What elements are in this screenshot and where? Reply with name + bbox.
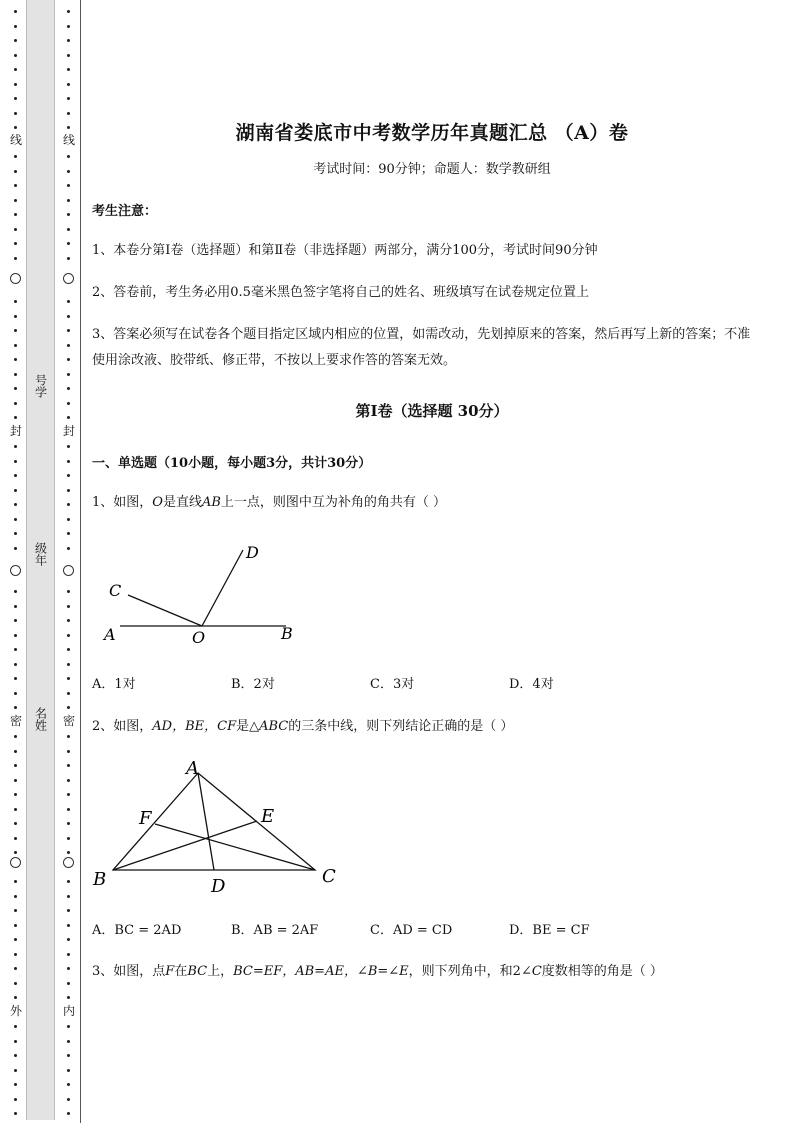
binding-dot bbox=[67, 1112, 70, 1115]
q2-option-d[interactable]: D．BE = CF bbox=[509, 923, 590, 938]
binding-dot bbox=[14, 837, 17, 840]
binding-dot bbox=[14, 750, 17, 753]
binding-dot bbox=[67, 402, 70, 405]
binding-dot bbox=[14, 619, 17, 622]
binding-dot bbox=[14, 590, 17, 593]
binding-dot bbox=[67, 315, 70, 318]
binding-dot bbox=[67, 10, 70, 13]
binding-dot bbox=[67, 822, 70, 825]
binding-dot bbox=[14, 445, 17, 448]
binding-dot bbox=[67, 170, 70, 173]
part-heading: 一、单选题（10小题，每小题3分，共计30分） bbox=[92, 456, 372, 471]
notes-heading: 考生注意： bbox=[92, 204, 158, 219]
binding-dot bbox=[14, 387, 17, 390]
binding-marker: 线 bbox=[62, 133, 75, 147]
ray-oc bbox=[128, 595, 202, 626]
binding-dot bbox=[14, 489, 17, 492]
binding-dot bbox=[14, 199, 17, 202]
binding-dot bbox=[67, 967, 70, 970]
binding-dot bbox=[67, 373, 70, 376]
binding-dot bbox=[14, 982, 17, 985]
binding-circle bbox=[10, 857, 21, 868]
binding-dot bbox=[14, 547, 17, 550]
binding-dot bbox=[14, 648, 17, 651]
binding-circle bbox=[63, 857, 74, 868]
binding-dot bbox=[14, 155, 17, 158]
binding-dot bbox=[67, 808, 70, 811]
binding-circle bbox=[10, 565, 21, 576]
binding-dot bbox=[14, 315, 17, 318]
binding-dot bbox=[14, 895, 17, 898]
q2-text: 2、如图， bbox=[92, 719, 153, 734]
binding-dot bbox=[14, 663, 17, 666]
q1-point: O bbox=[152, 495, 163, 510]
label-b: B bbox=[281, 624, 293, 643]
binding-dot bbox=[67, 460, 70, 463]
binding-dot bbox=[14, 184, 17, 187]
inner-dotted-column bbox=[62, 0, 76, 1123]
binding-dot bbox=[67, 213, 70, 216]
binding-dot bbox=[67, 851, 70, 854]
binding-dot bbox=[67, 1083, 70, 1086]
outer-dotted-column bbox=[9, 0, 23, 1123]
binding-dot bbox=[67, 590, 70, 593]
binding-marker: 内 bbox=[62, 1004, 75, 1018]
q1-text: 1、如图， bbox=[92, 495, 153, 510]
binding-dot bbox=[14, 83, 17, 86]
binding-dot bbox=[14, 503, 17, 506]
binding-dot bbox=[14, 300, 17, 303]
binding-dot bbox=[67, 83, 70, 86]
binding-dot bbox=[14, 634, 17, 637]
binding-dot bbox=[67, 1054, 70, 1057]
label-c: C bbox=[322, 866, 336, 887]
note-3: 3、答案必须写在试卷各个题目指定区域内相应的位置，如需改动，先划掉原来的答案，然后再写上新的答案；不准使用涂改液、胶带纸、修正带，不按以上要求作答的答案无效。 bbox=[92, 327, 751, 368]
exam-subtitle: 考试时间：90分钟；命题人：数学教研组 bbox=[313, 162, 551, 177]
binding-dot bbox=[14, 1054, 17, 1057]
binding-dot bbox=[67, 1040, 70, 1043]
q2-triangle: ABC bbox=[259, 719, 289, 734]
binding-dot bbox=[14, 706, 17, 709]
binding-dot bbox=[14, 373, 17, 376]
section-title: 第I卷（选择题 30分） bbox=[355, 402, 509, 420]
field-name bbox=[26, 707, 55, 731]
binding-dot bbox=[67, 416, 70, 419]
q2-text: 是△ bbox=[236, 719, 260, 734]
binding-marker: 密 bbox=[9, 714, 22, 728]
binding-circle bbox=[63, 273, 74, 284]
binding-dot bbox=[67, 924, 70, 927]
binding-dot bbox=[67, 706, 70, 709]
label-f: F bbox=[139, 808, 152, 829]
binding-marker: 外 bbox=[9, 1004, 22, 1018]
q1-option-c[interactable]: C．3对 bbox=[370, 677, 415, 692]
q3-text: ，则下列角中，和2∠ bbox=[408, 964, 532, 979]
binding-dot bbox=[14, 170, 17, 173]
binding-dot bbox=[14, 996, 17, 999]
binding-marker: 密 bbox=[62, 714, 75, 728]
binding-dot bbox=[67, 474, 70, 477]
binding-dot bbox=[14, 402, 17, 405]
binding-marker: 封 bbox=[9, 424, 22, 438]
binding-dot bbox=[14, 126, 17, 129]
binding-dot bbox=[67, 257, 70, 260]
label-d: D bbox=[246, 543, 259, 562]
q2-option-c[interactable]: C．AD = CD bbox=[370, 923, 453, 938]
binding-dot bbox=[14, 68, 17, 71]
exam-title: 湖南省娄底市中考数学历年真题汇总 （A）卷 bbox=[235, 122, 629, 144]
binding-dot bbox=[67, 779, 70, 782]
question-1 bbox=[92, 494, 772, 512]
binding-dot bbox=[14, 953, 17, 956]
binding-dot bbox=[67, 880, 70, 883]
binding-dot bbox=[14, 1112, 17, 1115]
binding-dot bbox=[67, 750, 70, 753]
field-label: 级年 bbox=[33, 542, 48, 566]
label-a: A bbox=[186, 758, 199, 779]
field-student-number bbox=[26, 374, 55, 398]
q1-option-a[interactable]: A．1对 bbox=[92, 677, 136, 692]
q1-options bbox=[92, 676, 772, 694]
field-grade bbox=[26, 542, 55, 566]
q3-text: 上， bbox=[207, 964, 234, 979]
binding-dot bbox=[67, 39, 70, 42]
question-3 bbox=[92, 963, 772, 981]
margin-divider bbox=[80, 0, 81, 1123]
binding-dot bbox=[67, 228, 70, 231]
binding-dot bbox=[14, 1098, 17, 1101]
binding-dot bbox=[67, 300, 70, 303]
binding-dot bbox=[67, 996, 70, 999]
q2-options bbox=[92, 922, 772, 940]
binding-marker: 封 bbox=[62, 424, 75, 438]
binding-dot bbox=[14, 213, 17, 216]
binding-dot bbox=[67, 764, 70, 767]
binding-dot bbox=[14, 460, 17, 463]
binding-marker: 线 bbox=[9, 133, 22, 147]
binding-dot bbox=[67, 54, 70, 57]
binding-dot bbox=[67, 358, 70, 361]
binding-dot bbox=[14, 938, 17, 941]
binding-dot bbox=[67, 909, 70, 912]
binding-dot bbox=[67, 445, 70, 448]
binding-dot bbox=[67, 126, 70, 129]
label-o: O bbox=[192, 628, 206, 647]
binding-dot bbox=[67, 634, 70, 637]
binding-dot bbox=[14, 1069, 17, 1072]
q1-text: 上一点，则图中互为补角的角共有（ ） bbox=[220, 495, 447, 510]
binding-dot bbox=[14, 532, 17, 535]
binding-dot bbox=[14, 851, 17, 854]
label-d: D bbox=[211, 876, 226, 897]
binding-dot bbox=[14, 1040, 17, 1043]
binding-dot bbox=[67, 547, 70, 550]
label-a: A bbox=[104, 625, 116, 644]
binding-dot bbox=[67, 344, 70, 347]
q3-text: 3、如图，点 bbox=[92, 964, 166, 979]
binding-margin bbox=[0, 0, 82, 1123]
binding-dot bbox=[67, 329, 70, 332]
binding-dot bbox=[14, 39, 17, 42]
binding-dot bbox=[14, 474, 17, 477]
binding-dot bbox=[14, 518, 17, 521]
binding-dot bbox=[67, 1069, 70, 1072]
binding-dot bbox=[14, 242, 17, 245]
q1-option-d[interactable]: D．4对 bbox=[509, 677, 554, 692]
binding-dot bbox=[14, 764, 17, 767]
binding-dot bbox=[67, 387, 70, 390]
note-2: 2、答卷前，考生务必用0.5毫米黑色签字笔将自己的姓名、班级填写在试卷规定位置上 bbox=[92, 285, 589, 300]
q2-figure bbox=[90, 758, 350, 898]
label-c: C bbox=[109, 581, 122, 600]
binding-dot bbox=[67, 518, 70, 521]
binding-dot bbox=[14, 822, 17, 825]
field-label: 号学 bbox=[33, 374, 48, 398]
binding-dot bbox=[67, 1025, 70, 1028]
binding-dot bbox=[67, 938, 70, 941]
q3-point: F bbox=[165, 964, 175, 979]
binding-dot bbox=[67, 199, 70, 202]
binding-dot bbox=[67, 953, 70, 956]
binding-dot bbox=[14, 808, 17, 811]
binding-dot bbox=[67, 605, 70, 608]
binding-dot bbox=[14, 677, 17, 680]
binding-dot bbox=[67, 68, 70, 71]
binding-dot bbox=[67, 837, 70, 840]
binding-dot bbox=[14, 329, 17, 332]
q2-option-b[interactable]: B．AB = 2AF bbox=[231, 923, 319, 938]
q2-option-a[interactable]: A．BC = 2AD bbox=[92, 923, 182, 938]
binding-dot bbox=[67, 982, 70, 985]
q2-text: 的三条中线，则下列结论正确的是（ ） bbox=[288, 719, 514, 734]
binding-dot bbox=[67, 489, 70, 492]
binding-dot bbox=[14, 967, 17, 970]
q1-text: 是直线 bbox=[162, 495, 202, 510]
binding-dot bbox=[14, 909, 17, 912]
binding-dot bbox=[14, 25, 17, 28]
q1-line: AB bbox=[201, 495, 221, 510]
q3-conditions: BC=EF，AB=AE，∠B=∠E bbox=[233, 964, 409, 979]
binding-dot bbox=[14, 228, 17, 231]
question-2 bbox=[92, 718, 772, 736]
median-ad bbox=[198, 773, 214, 870]
binding-dot bbox=[14, 605, 17, 608]
binding-circle bbox=[63, 565, 74, 576]
binding-dot bbox=[14, 793, 17, 796]
binding-dot bbox=[67, 155, 70, 158]
binding-dot bbox=[14, 1025, 17, 1028]
binding-dot bbox=[67, 895, 70, 898]
note-1: 1、本卷分第I卷（选择题）和第Ⅱ卷（非选择题）两部分，满分100分，考试时间90分钟 bbox=[92, 243, 598, 258]
binding-dot bbox=[67, 619, 70, 622]
q1-figure bbox=[98, 538, 308, 653]
binding-dot bbox=[67, 677, 70, 680]
binding-dot bbox=[14, 10, 17, 13]
q2-medians: AD，BE，CF bbox=[152, 719, 237, 734]
q3-angle: C bbox=[531, 964, 542, 979]
binding-dot bbox=[67, 97, 70, 100]
binding-dot bbox=[67, 793, 70, 796]
ray-od bbox=[202, 550, 243, 626]
binding-dot bbox=[14, 112, 17, 115]
binding-dot bbox=[14, 924, 17, 927]
binding-dot bbox=[14, 54, 17, 57]
binding-dot bbox=[14, 344, 17, 347]
binding-dot bbox=[67, 532, 70, 535]
q3-text: 在 bbox=[174, 964, 188, 979]
binding-circle bbox=[10, 273, 21, 284]
binding-dot bbox=[14, 735, 17, 738]
binding-dot bbox=[67, 184, 70, 187]
binding-dot bbox=[14, 97, 17, 100]
field-label: 名姓 bbox=[33, 707, 48, 731]
q1-option-b[interactable]: B．2对 bbox=[231, 677, 275, 692]
label-e: E bbox=[261, 806, 275, 827]
binding-dot bbox=[14, 880, 17, 883]
binding-dot bbox=[67, 663, 70, 666]
binding-dot bbox=[14, 1083, 17, 1086]
q3-text: 度数相等的角是（ ） bbox=[541, 964, 663, 979]
label-b: B bbox=[93, 869, 107, 890]
binding-dot bbox=[14, 358, 17, 361]
binding-dot bbox=[67, 648, 70, 651]
binding-dot bbox=[67, 735, 70, 738]
binding-dot bbox=[67, 242, 70, 245]
binding-dot bbox=[67, 692, 70, 695]
binding-dot bbox=[67, 112, 70, 115]
binding-dot bbox=[67, 1098, 70, 1101]
binding-dot bbox=[14, 257, 17, 260]
binding-dot bbox=[67, 503, 70, 506]
binding-dot bbox=[14, 779, 17, 782]
binding-dot bbox=[14, 416, 17, 419]
binding-dot bbox=[67, 25, 70, 28]
binding-dot bbox=[14, 692, 17, 695]
q3-segment: BC bbox=[187, 964, 208, 979]
